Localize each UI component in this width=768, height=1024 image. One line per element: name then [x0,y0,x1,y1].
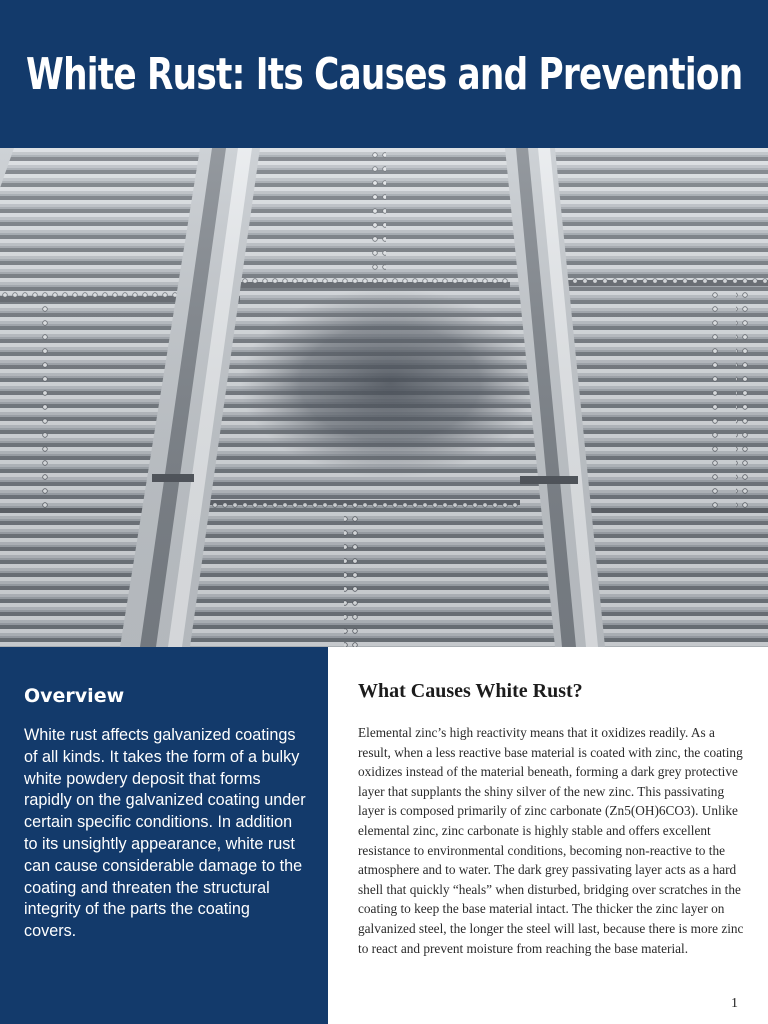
overview-sidebar [0,647,328,1024]
section-heading: What Causes White Rust? [358,680,583,702]
main-content [358,680,750,958]
overview-body: White rust affects galvanized coatings of all kinds. It takes the form of a bulky white powdery deposit that forms rapidly on the galvanized coating under certain specific conditions. In addition to its unsightly appearance, white rust can cause considerable damage to the coating and threaten the structural integrity of the parts the coating covers. [24,726,306,941]
page-title: White Rust: Its Causes and Prevention [25,48,743,100]
page-number: 1 [731,996,738,1011]
title-banner [0,0,768,148]
silo-photo [0,148,768,647]
section-body: Elemental zinc’s high reactivity means that it oxidizes readily. As a result, when a less reactive base material is coated with zinc, the coating oxidizes instead of the material beneath, forming a dark grey protective layer that supplants the shiny silver of the new zinc. This passivating layer is composed primarily of zinc carbonate (Zn5(OH)6CO3). Unlike elemental zinc, zinc carbonate is highly stable and offers excellent resistance to environmental conditions, becoming non-reactive to the atmosphere and to water. The dark grey passivating layer acts as a hard shell that quickly “heals” when disturbed, bridging over scratches in the coating to keep the base material intact. The thicker the zinc layer on galvanized steel, the longer the steel will last, because there is more zinc to react and prevent moisture from reaching the base material. [358,725,744,956]
galvanized-steel-silo-icon [0,148,768,647]
overview-heading: Overview [24,685,125,707]
